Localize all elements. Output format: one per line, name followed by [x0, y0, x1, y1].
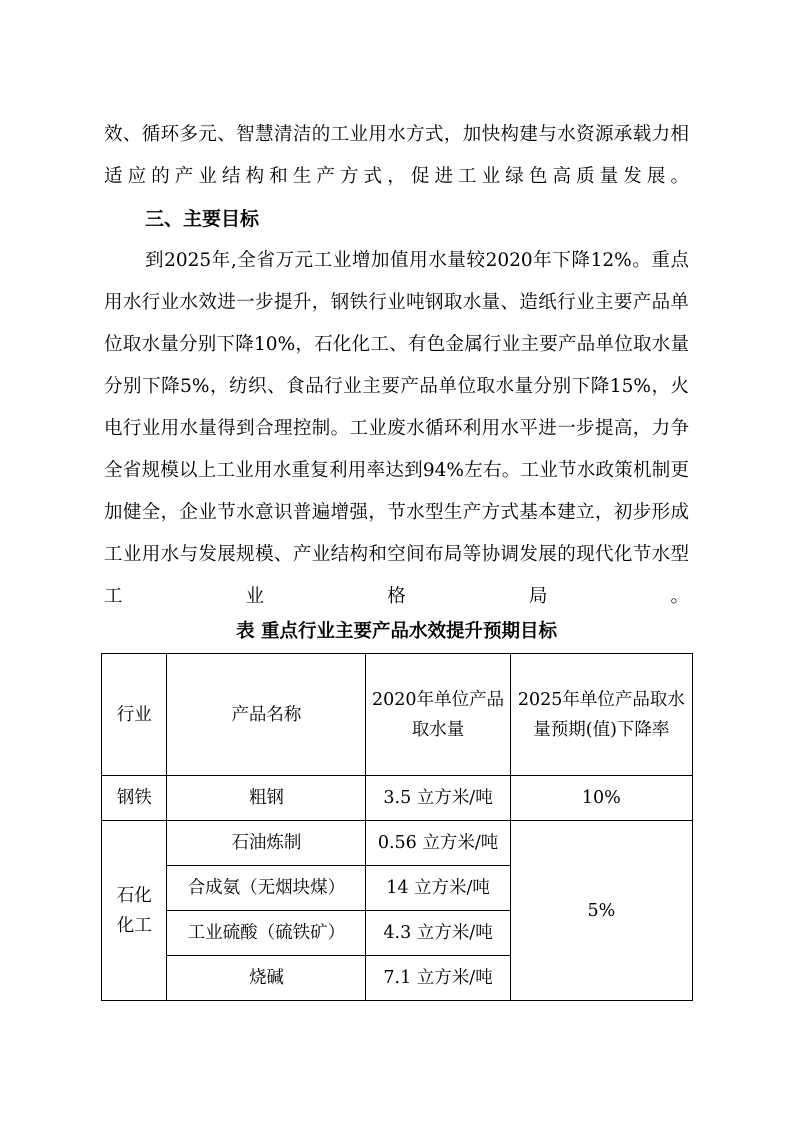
header-industry: 行业	[102, 654, 167, 776]
value-cell: 3.5 立方米/吨	[366, 776, 510, 821]
product-cell: 烧碱	[167, 956, 366, 1001]
water-efficiency-table	[101, 653, 693, 1001]
section-heading-main-goals: 三、主要目标	[145, 208, 260, 230]
table-row	[102, 821, 693, 866]
header-2020-water-intake: 2020年单位产品取水量	[366, 654, 510, 776]
table-header-row	[102, 654, 693, 776]
product-cell: 石油炼制	[167, 821, 366, 866]
header-2025-target-reduction: 2025年单位产品取水量预期(值)下降率	[510, 654, 692, 776]
product-cell: 工业硫酸（硫铁矿）	[167, 911, 366, 956]
table-row	[102, 776, 693, 821]
industry-cell: 钢铁	[102, 776, 167, 821]
value-cell: 14 立方米/吨	[366, 866, 510, 911]
value-cell: 0.56 立方米/吨	[366, 821, 510, 866]
paragraph-main-goals: 到2025年,全省万元工业增加值用水量较2020年下降12%。重点用水行业水效进一步提升，钢铁行业吨钢取水量、造纸行业主要产品单位取水量分别下降10%，石化化工、有色金属行业主要产品单位取水量分别下降5%，纺织、食品行业主要产品单位取水量分别下降15%，火电行业用水量得到合理控制。工业废水循环利用水平进一步提高，力争全省规模以上工业用水重复利用率达到94%左右。工业节水政策机制更加健全，企业节水意识普遍增强，节水型生产方式基本建立，初步形成工业用水与发展规模、产业结构和空间布局等协调发展的现代化节水型工业格局。	[104, 250, 689, 607]
target-cell: 5%	[510, 821, 692, 1001]
product-cell: 粗钢	[167, 776, 366, 821]
industry-cell: 石化化工	[102, 821, 167, 1001]
value-cell: 7.1 立方米/吨	[366, 956, 510, 1001]
table-title: 表 重点行业主要产品水效提升预期目标	[236, 621, 557, 642]
product-cell: 合成氨（无烟块煤）	[167, 866, 366, 911]
target-cell: 10%	[510, 776, 692, 821]
value-cell: 4.3 立方米/吨	[366, 911, 510, 956]
header-product-name: 产品名称	[167, 654, 366, 776]
paragraph-continuation: 效、循环多元、智慧清洁的工业用水方式，加快构建与水资源承载力相适应的产业结构和生产方式，促进工业绿色高质量发展。	[104, 124, 689, 187]
